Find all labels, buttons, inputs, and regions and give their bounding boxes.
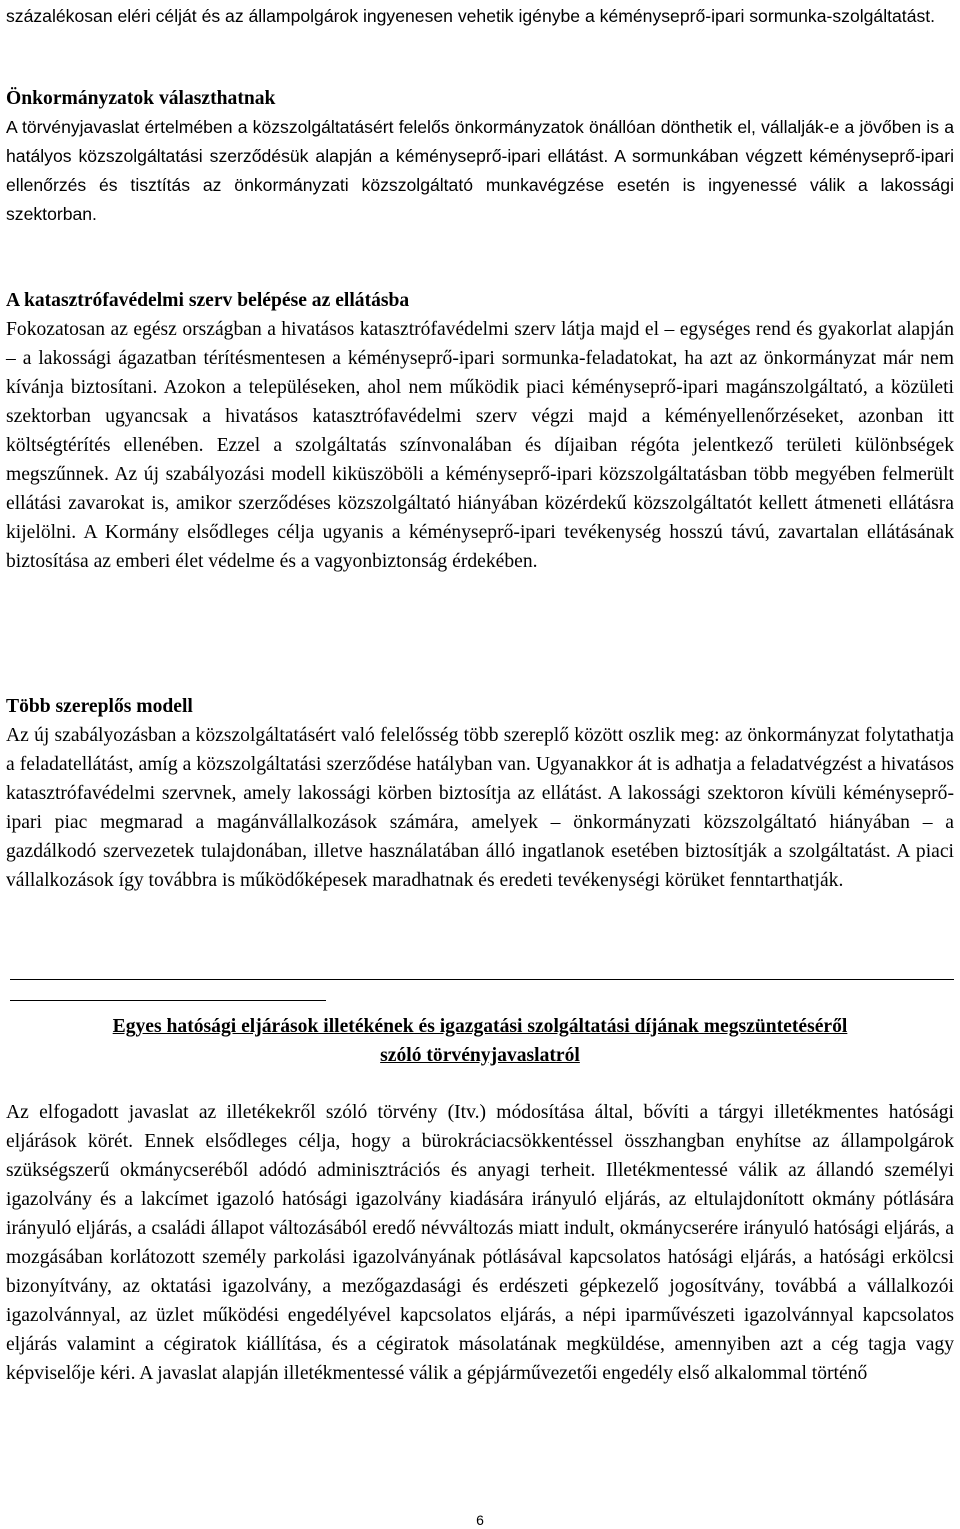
section-paragraph: Fokozatosan az egész országban a hivatásos katasztrófavédelmi szerv látja majd el – egységes rend és gyakorlat alapján – a lakossági ágazatban térítésmentesen a kéményseprő-ipari sormunka-feladatokat, ha azt az önkormányzat már nem kívánja biztosítani. Azokon a településeken, ahol nem működik piaci kéményseprő-ipari magánszolgáltató, a közületi szektorban ugyancsak a hivatásos katasztrófavédelmi szerv végzi majd a kéményellenőrzéseket, azonban itt költségtérítés ellenében. Ezzel a szolgáltatás színvonalában és díjaiban régóta jelentkező területi különbségek megszűnnek. Az új szabályozási modell kiküszöböli a kéményseprő-ipari közszolgáltatásban több megyében felmerült ellátási zavarokat is, amikor szerződéses közszolgáltató hiányában közérdekű közszolgáltatót kellett átmeneti ellátásra kijelölni. A Kormány elsődleges célja ugyanis a kéményseprő-ipari tevékenység hosszú távú, zavartalan ellátásának biztosítása az emberi élet védelme és a vagyonbiztonság érdekében.: [6, 319, 954, 572]
section-title-line: Egyes hatósági eljárások illetékének és igazgatási szolgáltatási díjának megszüntetéséről: [112, 1016, 848, 1037]
section-heading: Több szereplős modell: [6, 696, 193, 717]
separator-rule: [10, 979, 954, 980]
section-local-gov: [6, 84, 954, 229]
fees-title: [6, 1012, 954, 1070]
section-paragraph: A törvényjavaslat értelmében a közszolgáltatásért felelős önkormányzatok önállóan dönthetik el, vállalják-e a jövőben is a hatályos közszolgáltatási szerződésük alapján a kéményseprő-ipari ellátást. A sormunkában végzett kéményseprő-ipari ellenőrzés és tisztítás az önkormányzati közszolgáltató munkavégzése esetén is ingyenessé válik a lakossági szektorban.: [6, 117, 954, 224]
fees-paragraph: Az elfogadott javaslat az illetékekről szóló törvény (Itv.) módosítása által, bővíti a tárgyi illetékmentes hatósági eljárások körét. Ennek elsődleges célja, hogy a bürokráciacsökkentéssel összhangban enyhítse az állampolgárok szükségszerű okmánycseréből adódó adminisztrációs és anyagi terheit. Illetékmentessé válik az állandó személyi igazolvány és a lakcímet igazoló hatósági igazolvány kiadására irányuló eljárás, az eltulajdonított okmány pótlására irányuló eljárás, a családi állapot változásából eredő névváltozás miatt indult, okmánycserére irányuló hatósági eljárás, a mozgásában korlátozott személy parkolási igazolványának pótlásával kapcsolatos hatósági eljárás, a hatósági erkölcsi bizonyítvány, az oktatási igazolvány, a mezőgazdasági és erdészeti gépkezelő jogosítvány, továbbá a vállalkozói igazolvánnyal, az üzlet működési engedélyével kapcsolatos eljárás, a népi iparművészeti igazolvánnyal kapcsolatos eljárás valamint a cégiratok kiállítása, és a cégiratok másolatának megküldése, amennyiben azt a cég tagja vagy képviselője kéri. A javaslat alapján illetékmentessé válik a gépjárművezetői engedély első alkalommal történő: [6, 1102, 954, 1384]
section-multi-actor-model: [6, 692, 954, 895]
section-heading: Önkormányzatok választhatnak: [6, 88, 276, 109]
page-number: 6: [476, 1512, 484, 1528]
section-paragraph: Az új szabályozásban a közszolgáltatásért való felelősség több szereplő között oszlik meg: az önkormányzat folytathatja a feladatellátást, amíg a közszolgáltatási szerződése hatályban van. Ugyanakkor át is adhatja a feladatvégzést a hivatásos katasztrófavédelmi szervnek, amely lakossági körben biztosítja az ellátást. A lakossági szektoron kívüli kéményseprő-ipari piac megmarad a magánvállalkozások számára, amelyek – önkormányzati közszolgáltató hiányában – a gazdálkodó szervezetek tulajdonában, illetve használatában álló ingatlanok esetében biztosítják a szolgáltatást. A piaci vállalkozások így továbbra is működőképesek maradhatnak és eredeti tevékenységi körüket fenntarthatják.: [6, 725, 954, 891]
short-separator-rule: [10, 1000, 326, 1001]
section-disaster-management: [6, 286, 954, 576]
section-heading: A katasztrófavédelmi szerv belépése az ellátásba: [6, 290, 410, 311]
intro-paragraph: százalékosan eléri célját és az állampolgárok ingyenesen vehetik igénybe a kéményseprő-ipari sormunka-szolgáltatást.: [6, 6, 936, 26]
section-title-line: szóló törvényjavaslatról: [380, 1045, 580, 1066]
